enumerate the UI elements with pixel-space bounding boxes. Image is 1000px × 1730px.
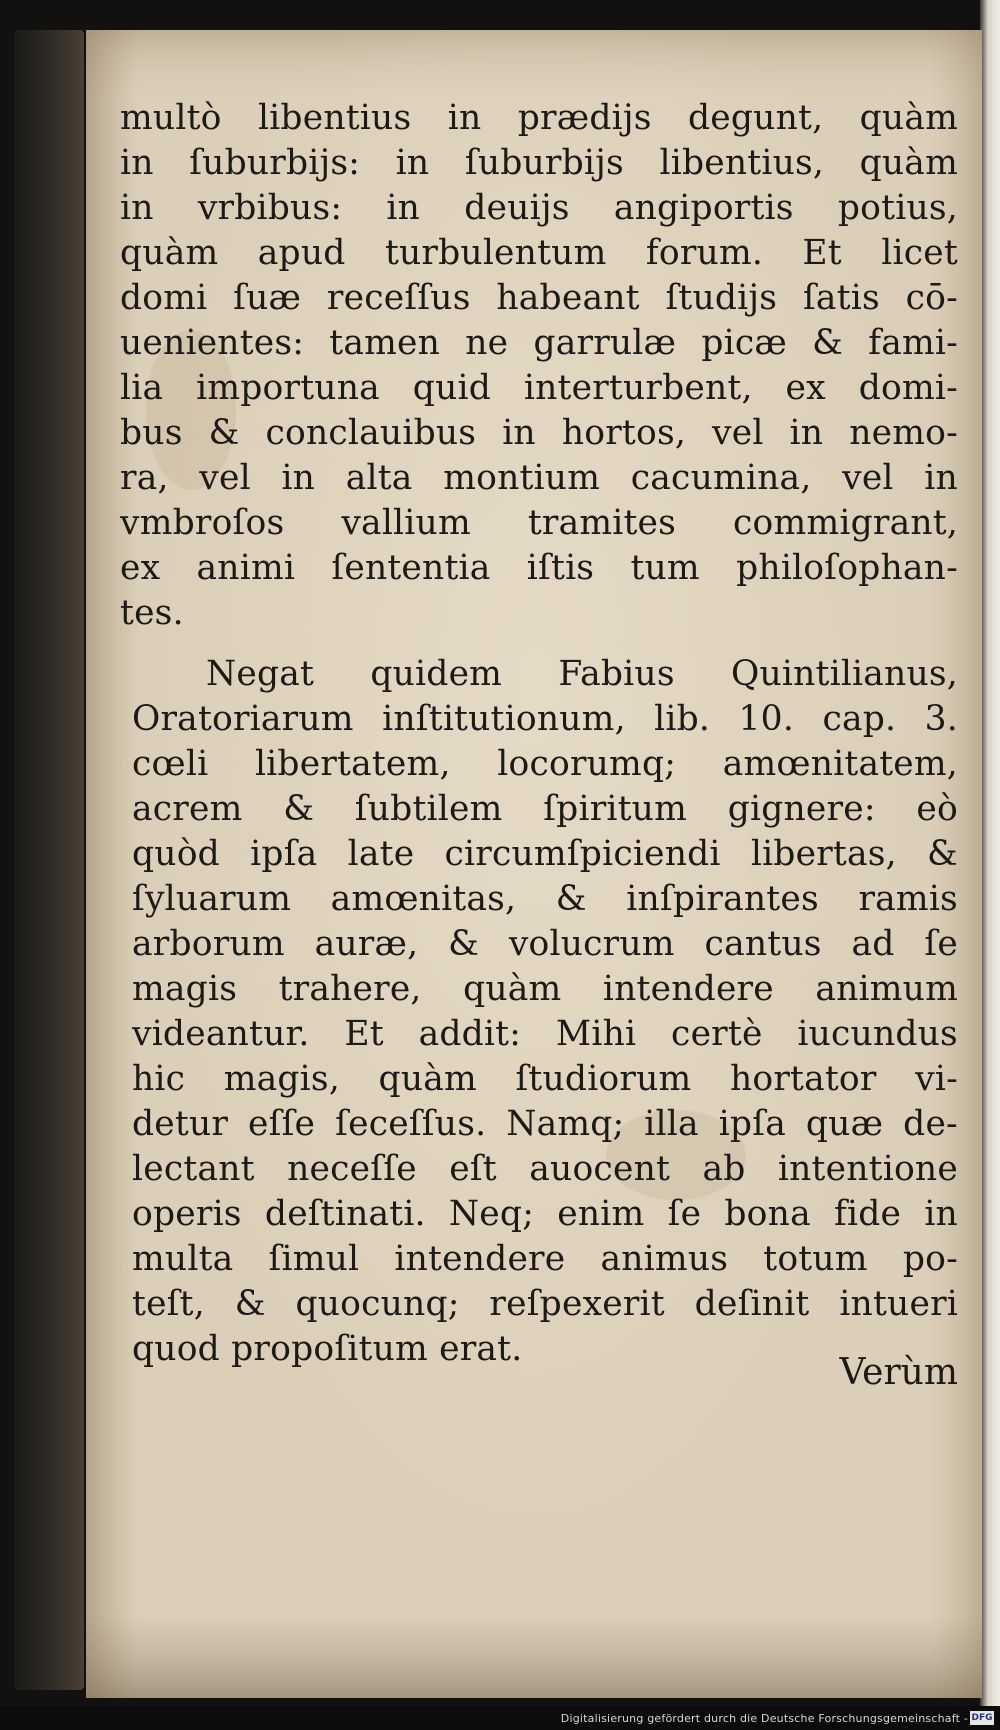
text-line: teſt, & quocunq; reſpexerit deſinit intueri: [132, 1284, 958, 1324]
paragraph-1: [120, 96, 958, 636]
text-line: magis trahere, quàm intendere animum: [132, 969, 958, 1009]
paragraph-2: [120, 652, 958, 1372]
text-line: Oratoriarum inſtitutionum, lib. 10. cap. 3.: [132, 699, 958, 739]
text-line: ſyluarum amœnitas, & inſpirantes ramis: [132, 879, 958, 919]
text-line: uenientes: tamen ne garrulæ picæ & fami-: [120, 323, 958, 363]
text-line: videantur. Et addit: Mihi certè iucundus: [132, 1014, 958, 1054]
book-fore-edge: [980, 0, 1000, 1730]
text-line: tes.: [120, 593, 184, 633]
text-line: detur eſſe ſeceſſus. Namq; illa ipſa quæ de-: [132, 1104, 958, 1144]
text-line: hic magis, quàm ſtudiorum hortator vi-: [132, 1059, 958, 1099]
text-line: in vrbibus: in deuijs angiportis potius,: [120, 188, 958, 228]
text-line: multa ſimul intendere animus totum po-: [132, 1239, 958, 1279]
text-line: quod propoſitum erat.: [132, 1329, 523, 1369]
funding-credit: Digitalisierung gefördert durch die Deutsche Forschungsgemeinschaft -: [560, 1712, 968, 1725]
text-line: ra, vel in alta montium cacumina, vel in: [120, 458, 958, 498]
book-spine-edge: [14, 30, 84, 1690]
text-line: in ſuburbijs: in ſuburbijs libentius, quàm: [120, 143, 958, 183]
text-line: lia importuna quid interturbent, ex domi-: [120, 368, 958, 408]
text-line: arborum auræ, & volucrum cantus ad ſe: [132, 924, 958, 964]
text-line: quòd ipſa late circumſpiciendi libertas, &: [132, 834, 958, 874]
catchword: Verùm: [839, 1352, 958, 1393]
text-line: vmbroſos vallium tramites commigrant,: [120, 503, 958, 543]
text-line: Negat quidem Fabius Quintilianus,: [206, 654, 958, 694]
text-line: ex animi ſententia iſtis tum philoſophan-: [120, 548, 958, 588]
text-line: cœli libertatem, locorumq; amœnitatem,: [132, 744, 958, 784]
text-line: bus & conclauibus in hortos, vel in nemo-: [120, 413, 958, 453]
text-line: multò libentius in prædijs degunt, quàm: [120, 98, 958, 138]
body-text: [120, 96, 958, 1372]
digitization-footer: [0, 1706, 1000, 1730]
text-line: lectant neceſſe eſt auocent ab intentione: [132, 1149, 958, 1189]
text-line: acrem & ſubtilem ſpiritum gignere: eò: [132, 789, 958, 829]
text-line: operis deſtinati. Neq; enim ſe bona fide in: [132, 1194, 958, 1234]
dfg-logo-icon: DFG: [971, 1713, 993, 1723]
text-line: quàm apud turbulentum forum. Et licet: [120, 233, 958, 273]
text-line: domi ſuæ receſſus habeant ſtudijs ſatis cō-: [120, 278, 958, 318]
